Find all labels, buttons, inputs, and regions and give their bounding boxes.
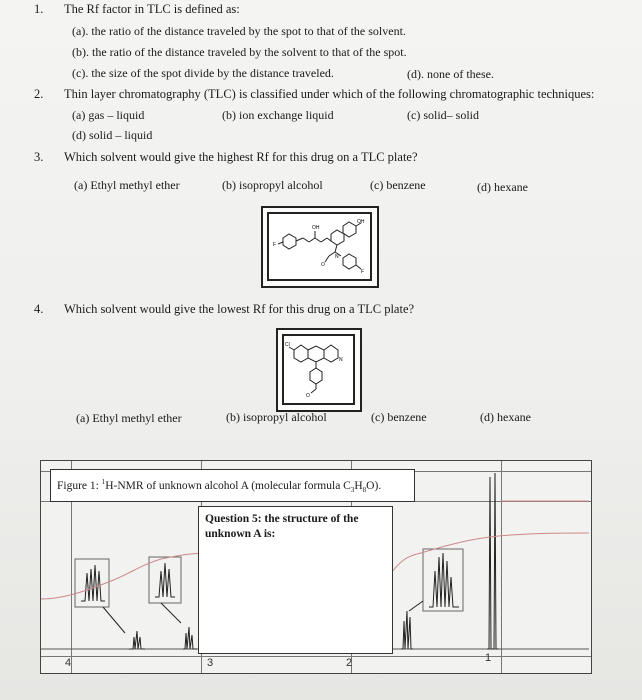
formula-c: 3	[350, 486, 355, 495]
question5-box	[198, 506, 393, 654]
q1-option-b: (b). the ratio of the distance traveled by the solvent to that of the spot.	[72, 45, 407, 59]
q3-structure-frame	[261, 206, 379, 288]
caption-sup: 1	[101, 478, 106, 486]
q1-text: The Rf factor in TLC is defined as:	[64, 2, 240, 16]
q4-molecule-drawing	[284, 336, 353, 403]
q3-structure	[267, 212, 372, 281]
figure-caption	[50, 469, 415, 502]
q3-option-c: (c) benzene	[370, 178, 426, 192]
q4-label-o: O	[306, 393, 310, 399]
q3-option-b: (b) isopropyl alcohol	[222, 178, 323, 192]
q2-option-b: (b) ion exchange liquid	[222, 108, 334, 122]
question5-text: Question 5: the structure of the unknown A is:	[205, 513, 359, 540]
q4-option-c: (c) benzene	[371, 410, 427, 424]
caption-end: ).	[374, 479, 382, 492]
q3-label-f1: F	[273, 242, 277, 248]
caption-main: H-NMR of unknown alcohol A (molecular formula C	[105, 479, 351, 492]
q4-option-b: (b) isopropyl alcohol	[226, 410, 327, 424]
axis-tick-4: 4	[65, 657, 72, 669]
q3-label-oh1: OH	[312, 225, 320, 231]
q3-label-oh2: OH	[357, 219, 365, 225]
q1-option-a: (a). the ratio of the distance traveled by the spot to that of the solvent.	[72, 24, 406, 38]
formula-o: O	[366, 479, 375, 492]
q3-label-n: N	[335, 254, 339, 260]
q4-label-n: N	[339, 357, 343, 363]
q3-molecule-drawing	[269, 214, 370, 279]
formula-h-sub: 8	[362, 486, 367, 495]
q1-number: 1.	[34, 2, 44, 16]
q3-number: 3.	[34, 150, 44, 164]
axis-tick-3: 3	[207, 657, 214, 669]
q2-text: Thin layer chromatography (TLC) is classified under which of the following chromatographic techniques:	[64, 87, 595, 101]
q2-number: 2.	[34, 87, 44, 101]
q1-option-c: (c). the size of the spot divide by the distance traveled.	[72, 66, 334, 80]
q4-option-a: (a) Ethyl methyl ether	[76, 411, 182, 425]
q2-option-d: (d) solid – liquid	[72, 128, 153, 142]
formula-h: H	[354, 479, 363, 492]
q4-option-d: (d) hexane	[480, 410, 531, 424]
axis-tick-2: 2	[346, 657, 353, 669]
q4-label-cl: Cl	[285, 342, 290, 348]
figure-caption-text	[57, 478, 381, 494]
caption-prefix: Figure 1:	[57, 479, 102, 492]
q2-option-c: (c) solid– solid	[407, 108, 479, 122]
q4-text: Which solvent would give the lowest Rf for this drug on a TLC plate?	[64, 302, 415, 316]
q3-label-o: O	[321, 262, 325, 268]
q3-label-f2: F	[361, 269, 365, 275]
q4-structure	[282, 334, 355, 405]
q4-number: 4.	[34, 302, 44, 316]
q1-option-d: (d). none of these.	[407, 67, 494, 81]
q3-option-d: (d) hexane	[477, 180, 528, 194]
q2-option-a: (a) gas – liquid	[72, 108, 145, 122]
q4-structure-frame	[276, 328, 362, 412]
q3-text: Which solvent would give the highest Rf for this drug on a TLC plate?	[64, 150, 418, 164]
q3-option-a: (a) Ethyl methyl ether	[74, 178, 180, 192]
axis-tick-1: 1	[485, 652, 492, 664]
